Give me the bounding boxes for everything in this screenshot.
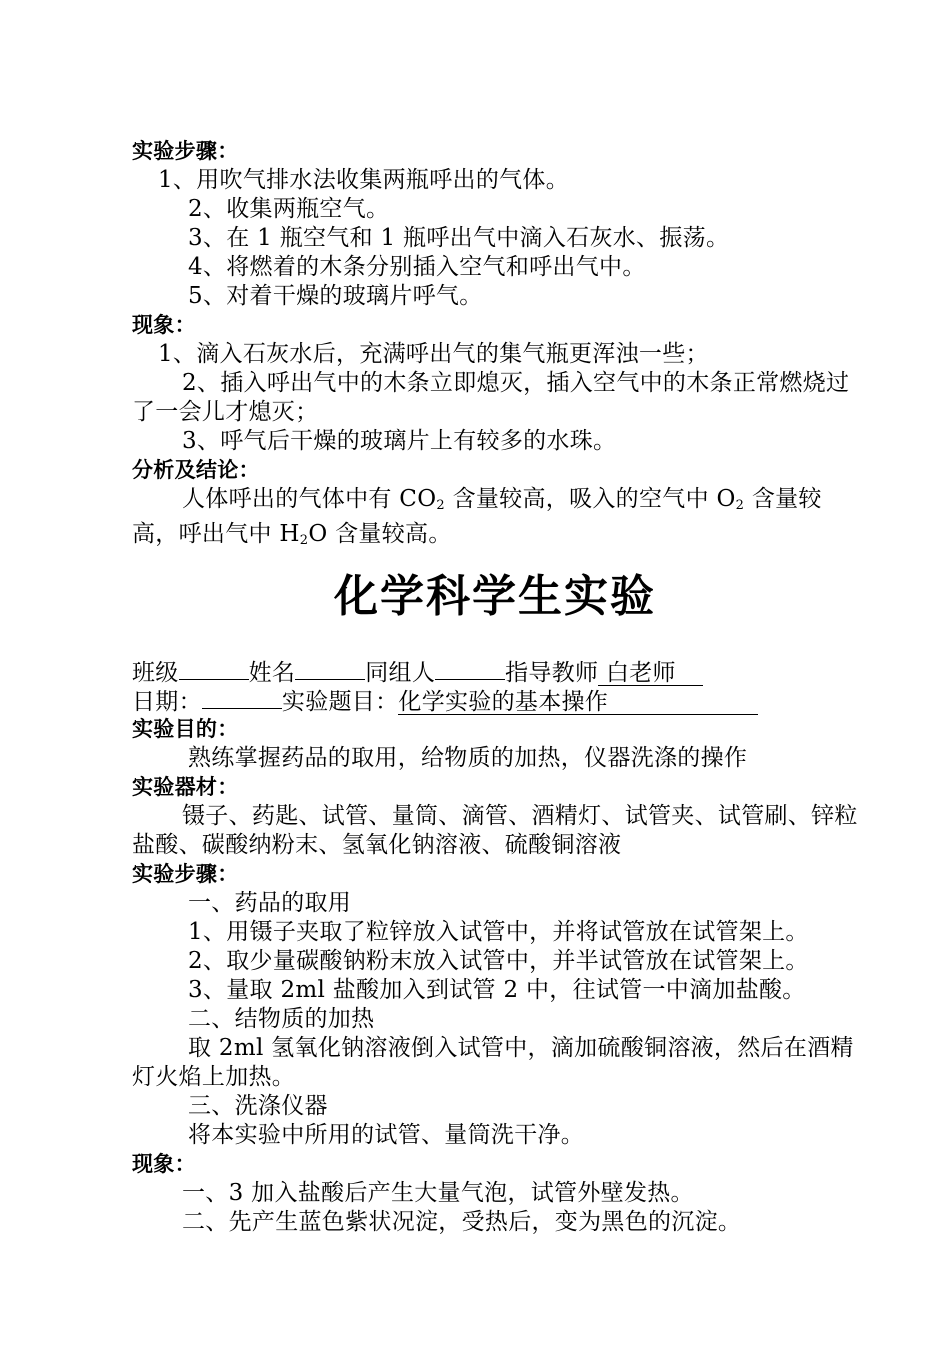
date-blank [202, 686, 282, 709]
class-label: 班级 [132, 660, 179, 686]
phenomenon-item: 一、3 加入盐酸后产生大量气泡，试管外壁发热。 [182, 1180, 694, 1206]
step-item: 3、量取 2ml 盐酸加入到试管 2 中，往试管一中滴加盐酸。 [188, 977, 806, 1003]
phenomena2-heading: 现象： [132, 1152, 196, 1176]
info-row [132, 686, 858, 715]
purpose-text: 熟练掌握药品的取用，给物质的加热，仪器洗涤的操作 [188, 745, 748, 771]
name-blank [295, 657, 365, 680]
phenomenon-item: 2、插入呼出气中的木条立即熄灭，插入空气中的木条正常燃烧过了一会儿才熄灭； [132, 370, 850, 425]
date-label: 日期： [132, 689, 202, 715]
steps-heading: 实验步骤： [132, 139, 239, 163]
phenomena-heading: 现象： [132, 313, 196, 337]
phenomenon-item: 3、呼气后干燥的玻璃片上有较多的水珠。 [182, 428, 617, 454]
name-label: 姓名 [248, 660, 296, 686]
teacher-label: 指导教师 [505, 660, 599, 686]
phenomenon-item: 二、先产生蓝色紫状况淀，受热后，变为黑色的沉淀。 [182, 1209, 742, 1235]
conclusion-text: 人体呼出的气体中有 $CO_2$ 含量较高，吸入的空气中 $O_2$ 含量较高，呼出气中 $H_2O$ 含量较高。 [132, 486, 822, 548]
step-item: 1、用镊子夹取了粒锌放入试管中，并将试管放在试管架上。 [188, 919, 809, 945]
steps2-heading: 实验步骤： [132, 862, 239, 886]
heating-text: 取 2ml 氢氧化钠溶液倒入试管中，滴加硫酸铜溶液，然后在酒精灯火焰上加热。 [132, 1035, 854, 1090]
step-item: 2、取少量碳酸钠粉末放入试管中，并半试管放在试管架上。 [188, 948, 809, 974]
conclusion-heading: 分析及结论： [132, 458, 260, 482]
phenomenon-item: 1、滴入石灰水后，充满呼出气的集气瓶更浑浊一些； [158, 341, 709, 367]
class-blank [179, 657, 249, 680]
step-item: 4、将燃着的木条分别插入空气和呼出气中。 [188, 254, 646, 280]
washing-text: 将本实验中所用的试管、量筒洗干净。 [188, 1122, 585, 1148]
purpose-heading: 实验目的： [132, 717, 239, 741]
section-title: 一、药品的取用 [188, 890, 352, 916]
partner-label: 同组人 [365, 660, 436, 686]
equipment-heading: 实验器材： [132, 775, 239, 799]
step-item: 3、在 1 瓶空气和 1 瓶呼出气中滴入石灰水、振荡。 [188, 225, 730, 251]
step-item: 1、用吹气排水法收集两瓶呼出的气体。 [158, 167, 570, 193]
section-title: 三、洗涤仪器 [188, 1093, 328, 1119]
partner-blank [435, 657, 505, 680]
section-title: 二、结物质的加热 [188, 1006, 375, 1032]
topic-value: 化学实验的基本操作 [398, 690, 758, 715]
equipment-text: 镊子、药匙、试管、量筒、滴管、酒精灯、试管夹、试管刷、锌粒盐酸、碳酸纳粉末、氢氧化钠溶液、硫酸铜溶液 [132, 803, 858, 858]
page-title: 化学科学生实验 [334, 571, 656, 622]
step-item: 2、收集两瓶空气。 [188, 196, 390, 222]
info-row [132, 657, 858, 686]
teacher-value: 白老师 [598, 661, 703, 686]
topic-label: 实验题目： [281, 689, 399, 715]
step-item: 5、对着干燥的玻璃片呼气。 [188, 283, 483, 309]
